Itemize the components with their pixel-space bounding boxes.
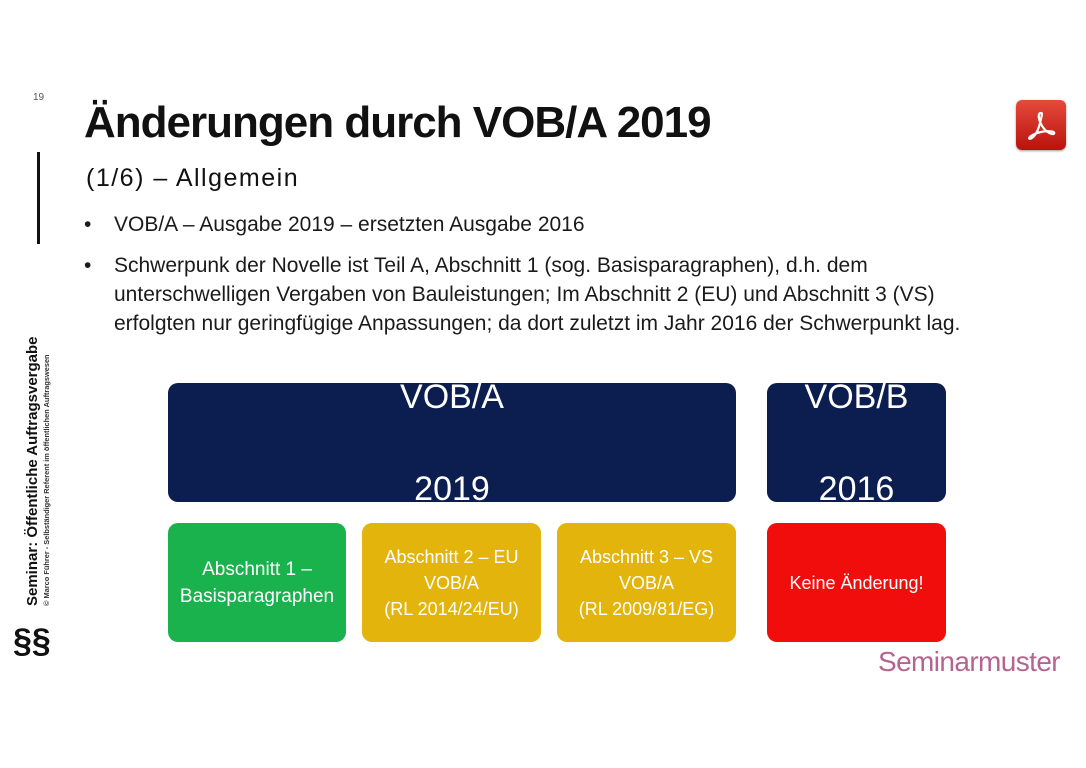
side-divider — [37, 152, 40, 244]
seminar-title: Seminar: Öffentliche Auftragsvergabe — [24, 336, 41, 606]
sidebar-caption — [24, 336, 52, 606]
vob-b-year: 2016 — [818, 469, 895, 508]
watermark: Seminarmuster — [878, 646, 1061, 677]
bullet-item: • VOB/A – Ausgabe 2019 – ersetzten Ausgabe 2016 — [84, 210, 1004, 239]
adobe-pdf-icon[interactable] — [1016, 100, 1066, 150]
abschnitt-2-box: Abschnitt 2 – EU VOB/A (RL 2014/24/EU) — [362, 523, 541, 642]
abschnitt-3-box: Abschnitt 3 – VS VOB/A (RL 2009/81/EG) — [557, 523, 736, 642]
vob-a-box — [168, 377, 736, 508]
vob-a-year: 2019 — [414, 469, 490, 508]
keine-aenderung-box: Keine Änderung! — [767, 523, 946, 642]
author-credit: © Marco Führer - Selbständiger Referent im öffentlichen Auftragswesen — [42, 354, 51, 606]
vob-a-label: VOB/A — [400, 377, 504, 416]
abschnitt-1-box: Abschnitt 1 – Basisparagraphen — [168, 523, 346, 642]
pdf-swoosh-icon — [1025, 109, 1057, 141]
slide-subtitle: (1/6) – Allgemein — [86, 164, 300, 192]
vob-b-box — [767, 377, 946, 508]
bullet-item: • Schwerpunk der Novelle ist Teil A, Abschnitt 1 (sog. Basisparagraphen), d.h. dem unterschwelligen Vergaben von Bauleistungen; Im Abschnitt 2 (EU) und Abschnitt 3 (VS) erfolgten nur geringfügige Anpassungen; da dort zuletzt im Jahr 2016 der Schwerpunkt lag. — [84, 251, 1004, 338]
slide-title: Änderungen durch VOB/A 2019 — [84, 98, 711, 147]
page-number: 19 — [33, 92, 45, 103]
vob-b-label: VOB/B — [804, 377, 909, 416]
paragraph-sign: §§ — [13, 622, 51, 660]
